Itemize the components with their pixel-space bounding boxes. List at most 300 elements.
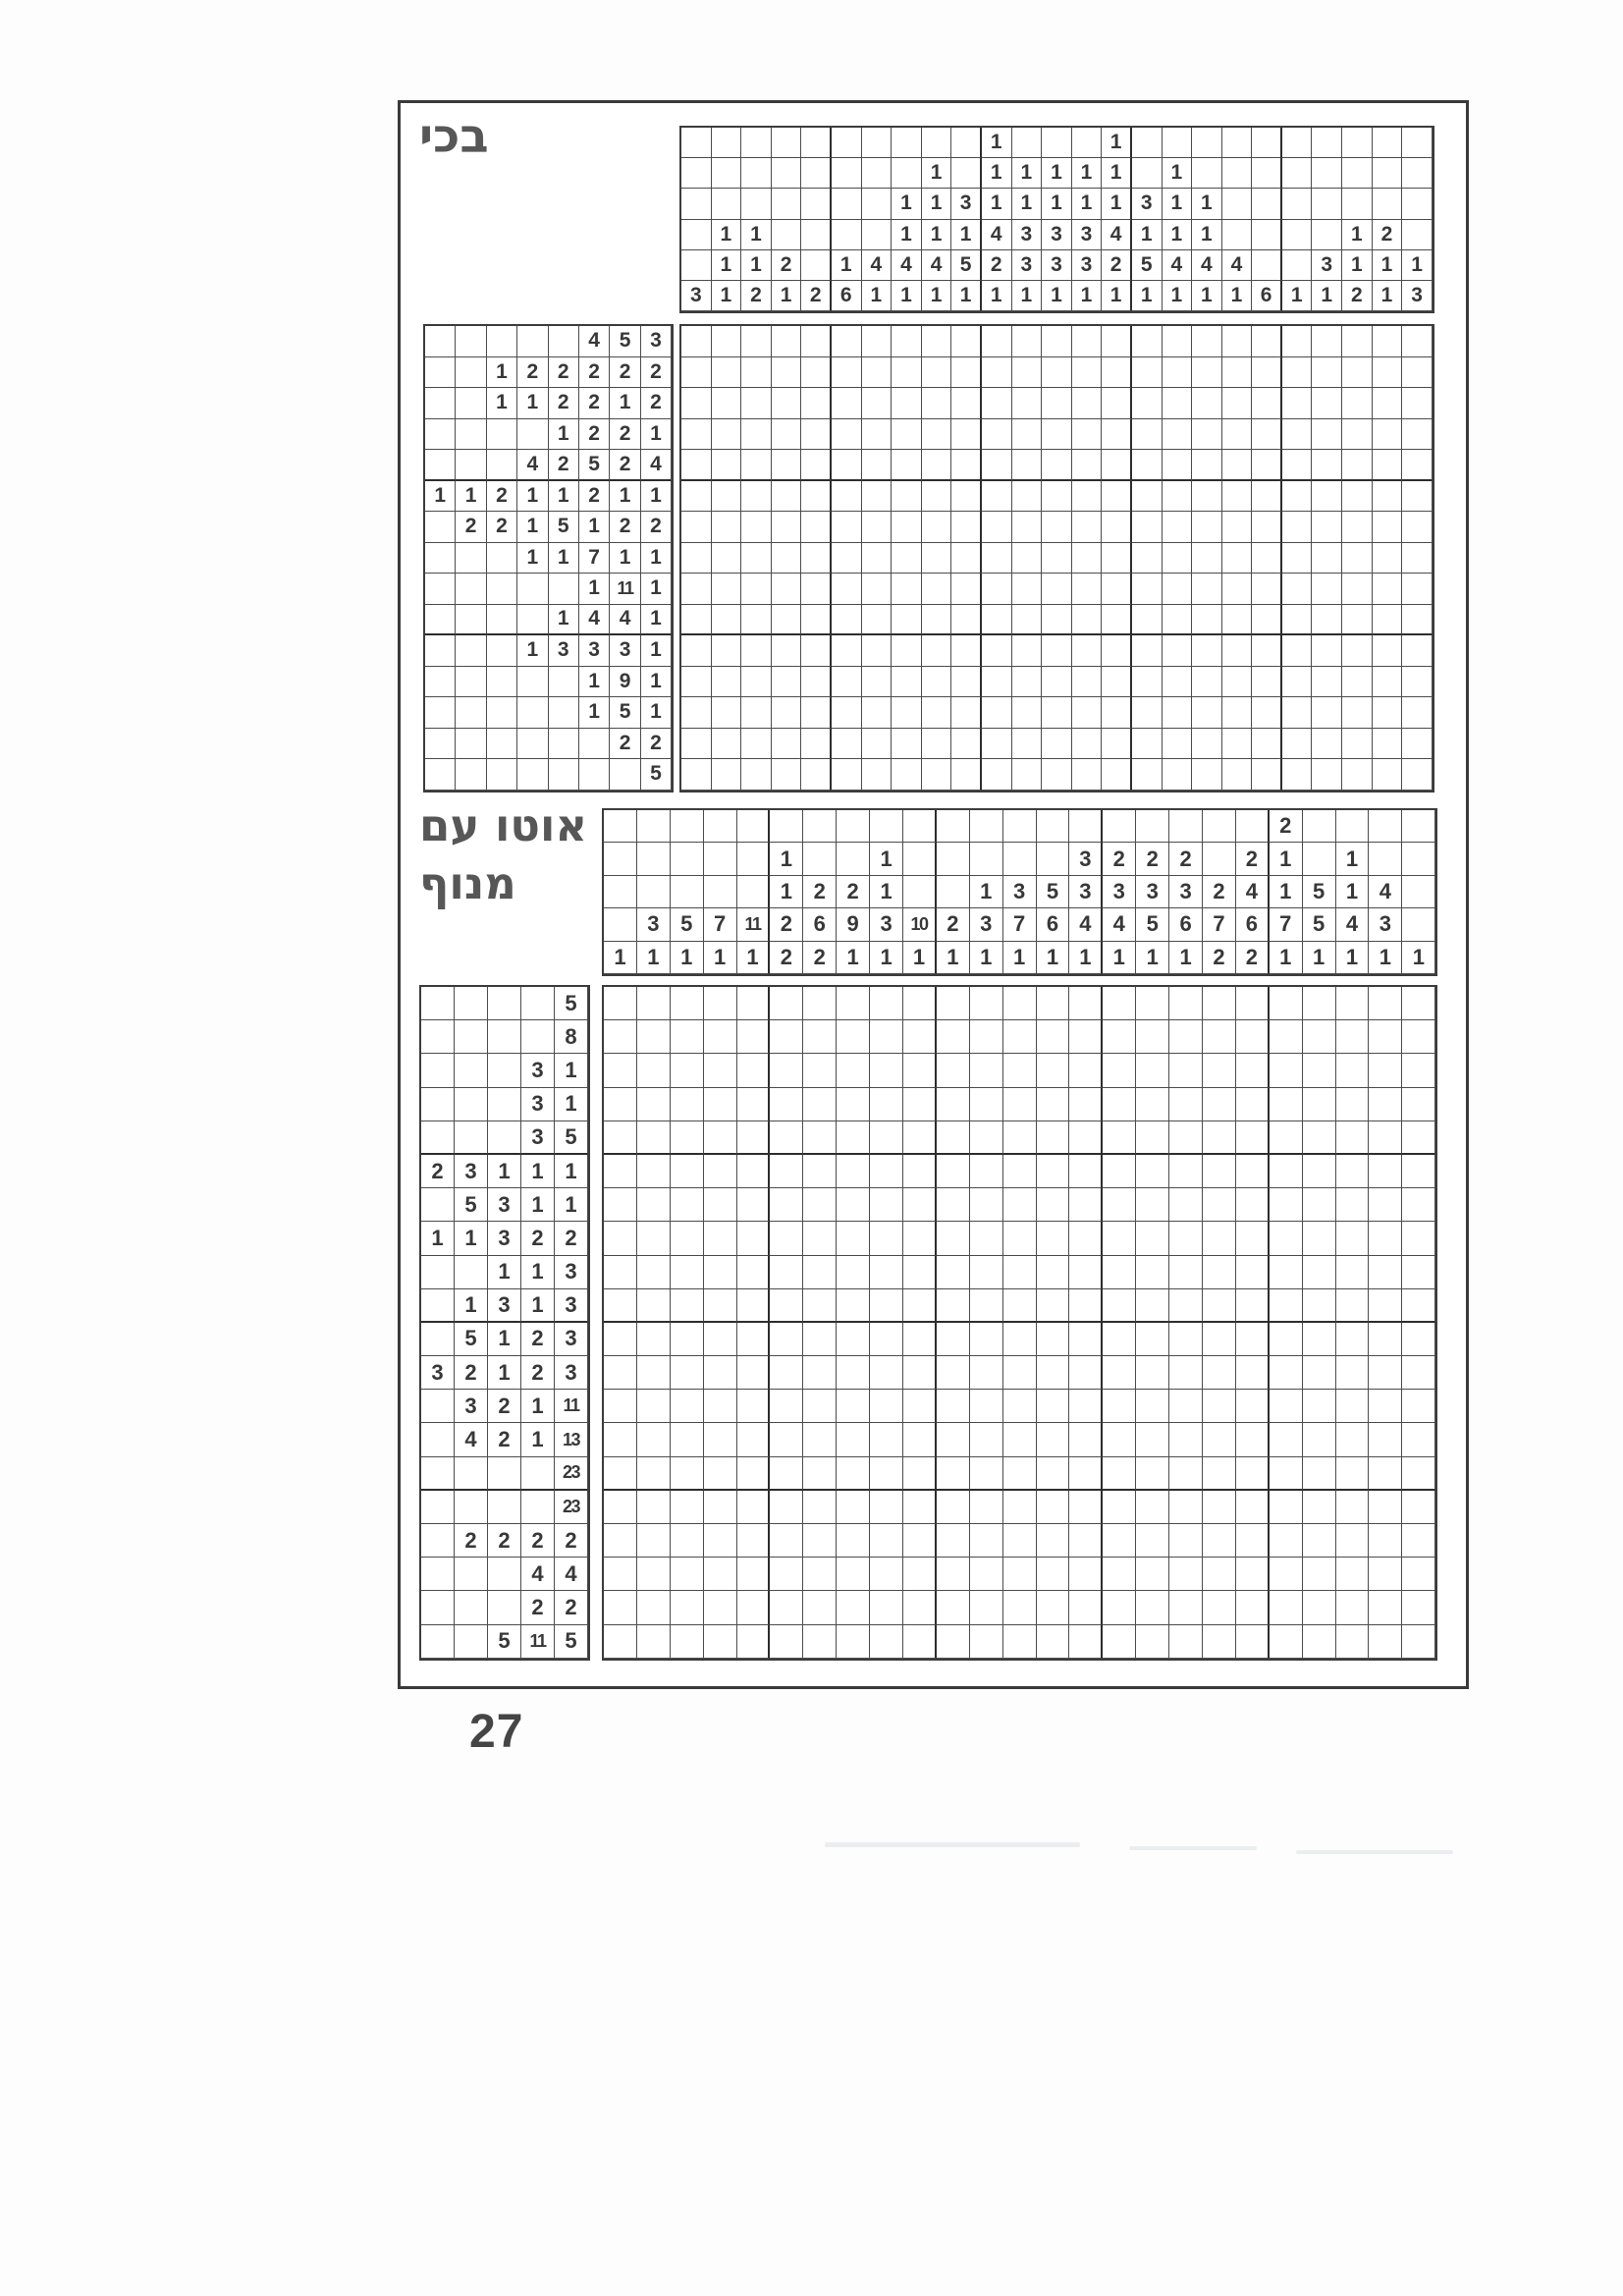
clue-cell [772, 220, 802, 250]
grid-cell [1373, 635, 1403, 667]
grid-cell [1012, 543, 1043, 574]
grid-cell [604, 1524, 637, 1558]
grid-cell [741, 450, 772, 481]
grid-cell [832, 357, 862, 389]
grid-cell [1103, 1121, 1136, 1155]
clue-cell [421, 1121, 455, 1155]
clue-cell: 3 [1402, 281, 1433, 311]
grid-cell [637, 1390, 671, 1423]
grid-cell [770, 1457, 803, 1491]
grid-cell [1252, 667, 1282, 698]
clue-cell [488, 1558, 521, 1591]
grid-cell [1102, 326, 1132, 357]
grid-cell [1003, 1524, 1037, 1558]
clue-cell [1203, 843, 1236, 875]
grid-cell [837, 1524, 870, 1558]
clue-cell: 1 [455, 1222, 488, 1255]
clue-cell [487, 326, 517, 357]
grid-cell [903, 1054, 937, 1087]
clue-cell [803, 810, 837, 843]
grid-cell [1042, 667, 1072, 698]
grid-cell [1373, 729, 1403, 760]
clue-cell [456, 667, 486, 698]
grid-cell [903, 1289, 937, 1323]
clue-cell [487, 543, 517, 574]
grid-cell [1072, 697, 1103, 729]
clue-cell: 3 [555, 1323, 588, 1356]
grid-cell [1373, 450, 1403, 481]
clue-cell: 1 [517, 543, 548, 574]
grid-cell [1303, 1020, 1336, 1054]
grid-cell [1236, 1356, 1270, 1390]
clue-cell: 5 [549, 512, 579, 543]
grid-cell [1270, 1188, 1303, 1222]
grid-cell [671, 1020, 704, 1054]
clue-cell: 5 [641, 759, 672, 791]
grid-cell [801, 481, 832, 513]
grid-cell [1402, 605, 1433, 636]
grid-cell [1042, 759, 1072, 791]
grid-cell [903, 987, 937, 1020]
clue-cell: 5 [579, 450, 610, 481]
grid-cell [737, 1256, 771, 1289]
clue-cell: 3 [488, 1289, 521, 1323]
grid-cell [832, 388, 862, 419]
grid-cell [604, 1323, 637, 1356]
clue-cell: 1 [704, 942, 737, 974]
grid-cell [712, 605, 742, 636]
grid-cell [801, 605, 832, 636]
grid-cell [903, 1188, 937, 1222]
grid-cell [922, 419, 952, 451]
grid-cell [1342, 419, 1373, 451]
grid-cell [1102, 388, 1132, 419]
grid-cell [681, 697, 712, 729]
grid-cell [671, 1323, 704, 1356]
grid-cell [1342, 543, 1373, 574]
grid-cell [1222, 729, 1253, 760]
grid-cell [1236, 1423, 1270, 1456]
clue-cell: 2 [488, 1390, 521, 1423]
grid-cell [770, 1356, 803, 1390]
grid-cell [1203, 1256, 1236, 1289]
grid-cell [1236, 1054, 1270, 1087]
grid-cell [1069, 1558, 1103, 1591]
grid-cell [1042, 697, 1072, 729]
clue-cell: 3 [521, 1054, 555, 1087]
grid-cell [604, 1020, 637, 1054]
clue-cell [517, 419, 548, 451]
clue-cell: 2 [1373, 220, 1403, 250]
grid-cell [1303, 1088, 1336, 1121]
clue-cell: 1 [517, 481, 548, 513]
grid-cell [712, 512, 742, 543]
clue-cell: 3 [970, 908, 1003, 941]
clue-cell [637, 876, 671, 908]
grid-cell [1282, 512, 1313, 543]
grid-cell [803, 1054, 837, 1087]
clue-cell: 1 [712, 220, 742, 250]
grid-cell [937, 1457, 970, 1491]
grid-cell [970, 1020, 1003, 1054]
grid-cell [1169, 1591, 1203, 1624]
clue-cell [832, 128, 862, 158]
grid-cell [604, 1054, 637, 1087]
grid-cell [1003, 1491, 1037, 1524]
clue-cell [455, 1256, 488, 1289]
grid-cell [870, 1591, 903, 1624]
grid-cell [1336, 1625, 1370, 1659]
clue-cell: 1 [770, 876, 803, 908]
grid-cell [862, 388, 893, 419]
clue-cell: 5 [610, 326, 640, 357]
grid-cell [951, 605, 982, 636]
grid-cell [1042, 574, 1072, 605]
clue-cell: 2 [521, 1356, 555, 1390]
grid-cell [1037, 1188, 1070, 1222]
grid-cell [970, 1457, 1003, 1491]
grid-cell [1282, 357, 1313, 389]
grid-cell [1369, 1558, 1402, 1591]
clue-cell: 3 [549, 635, 579, 667]
clue-cell: 1 [903, 942, 937, 974]
grid-cell [1312, 543, 1342, 574]
clue-cell: 1 [517, 635, 548, 667]
clue-cell [1369, 810, 1402, 843]
grid-cell [1402, 1390, 1435, 1423]
grid-cell [712, 481, 742, 513]
clue-cell: 3 [1312, 250, 1342, 281]
grid-cell [741, 729, 772, 760]
grid-cell [1312, 635, 1342, 667]
grid-cell [1282, 450, 1313, 481]
grid-cell [1069, 1121, 1103, 1155]
grid-cell [737, 1524, 771, 1558]
clue-cell: 1 [517, 512, 548, 543]
grid-cell [951, 481, 982, 513]
clue-cell [549, 667, 579, 698]
grid-cell [832, 759, 862, 791]
grid-cell [1072, 729, 1103, 760]
grid-cell [892, 357, 922, 389]
grid-cell [1402, 1188, 1435, 1222]
clue-cell [1336, 810, 1370, 843]
grid-cell [770, 1121, 803, 1155]
clue-cell [681, 128, 712, 158]
grid-cell [1136, 1155, 1169, 1188]
grid-cell [970, 1524, 1003, 1558]
grid-cell [832, 635, 862, 667]
grid-cell [1203, 1088, 1236, 1121]
clue-cell: 4 [1069, 908, 1103, 941]
clue-cell [937, 810, 970, 843]
grid-cell [1163, 512, 1193, 543]
grid-cell [1336, 1390, 1370, 1423]
grid-cell [1163, 388, 1193, 419]
clue-cell: 3 [555, 1356, 588, 1390]
grid-cell [671, 1054, 704, 1087]
grid-cell [1169, 1558, 1203, 1591]
grid-cell [937, 1054, 970, 1087]
grid-cell [1103, 1289, 1136, 1323]
clue-cell [1163, 128, 1193, 158]
clue-cell: 1 [549, 543, 579, 574]
grid-cell [970, 1423, 1003, 1456]
grid-cell [1203, 1222, 1236, 1255]
grid-cell [1203, 1457, 1236, 1491]
grid-cell [1103, 1457, 1136, 1491]
grid-cell [604, 1155, 637, 1188]
clue-cell: 4 [641, 450, 672, 481]
clue-cell: 3 [555, 1289, 588, 1323]
clue-cell: 1 [862, 281, 893, 311]
clue-cell: 1 [1072, 158, 1103, 189]
clue-cell: 1 [579, 667, 610, 698]
grid-cell [1192, 543, 1222, 574]
grid-cell [951, 512, 982, 543]
clue-cell [425, 759, 456, 791]
clue-cell: 5 [455, 1188, 488, 1222]
grid-cell [922, 326, 952, 357]
grid-cell [772, 357, 802, 389]
grid-cell [903, 1256, 937, 1289]
clue-cell: 1 [488, 1356, 521, 1390]
grid-cell [1303, 1524, 1336, 1558]
grid-cell [801, 326, 832, 357]
grid-cell [1132, 697, 1163, 729]
clue-cell: 9 [837, 908, 870, 941]
clue-cell [1402, 843, 1435, 875]
grid-cell [837, 1356, 870, 1390]
grid-cell [1169, 1323, 1203, 1356]
clue-cell: 2 [1169, 843, 1203, 875]
clue-cell: 6 [1037, 908, 1070, 941]
clue-cell [1252, 189, 1282, 219]
grid-cell [1270, 1222, 1303, 1255]
grid-cell [922, 512, 952, 543]
grid-cell [1342, 388, 1373, 419]
grid-cell [903, 1558, 937, 1591]
clue-cell: 1 [1102, 281, 1132, 311]
grid-cell [903, 1155, 937, 1188]
grid-cell [951, 635, 982, 667]
grid-cell [1163, 605, 1193, 636]
clue-cell: 3 [610, 635, 640, 667]
grid-cell [1303, 1558, 1336, 1591]
grid-cell [862, 729, 893, 760]
grid-cell [741, 667, 772, 698]
grid-cell [1103, 1054, 1136, 1087]
grid-cell [837, 1256, 870, 1289]
grid-cell [1373, 543, 1403, 574]
grid-cell [937, 1188, 970, 1222]
grid-cell [1342, 729, 1373, 760]
grid-cell [1132, 605, 1163, 636]
grid-cell [1402, 1491, 1435, 1524]
grid-cell [1236, 1020, 1270, 1054]
grid-cell [1069, 1423, 1103, 1456]
clue-cell [487, 574, 517, 605]
clue-cell [421, 1558, 455, 1591]
grid-cell [1270, 1020, 1303, 1054]
grid-cell [681, 388, 712, 419]
grid-cell [903, 1323, 937, 1356]
clue-cell [1132, 158, 1163, 189]
clue-cell [487, 729, 517, 760]
grid-cell [832, 667, 862, 698]
grid-cell [801, 697, 832, 729]
grid-cell [870, 1121, 903, 1155]
grid-cell [1373, 419, 1403, 451]
clue-cell: 5 [1132, 250, 1163, 281]
grid-cell [772, 450, 802, 481]
grid-cell [801, 574, 832, 605]
clue-cell: 2 [641, 512, 672, 543]
grid-cell [922, 357, 952, 389]
grid-cell [1373, 512, 1403, 543]
grid-cell [1282, 574, 1313, 605]
grid-cell [1203, 1524, 1236, 1558]
grid-cell [1003, 1390, 1037, 1423]
grid-cell [1169, 1155, 1203, 1188]
clue-cell: 1 [579, 574, 610, 605]
puzzle1-title-line: בכי [419, 109, 489, 164]
grid-cell [1163, 667, 1193, 698]
grid-cell [951, 697, 982, 729]
scan-artifact [1296, 1850, 1453, 1854]
grid-cell [1132, 667, 1163, 698]
clue-cell: 3 [1069, 876, 1103, 908]
grid-cell [970, 1256, 1003, 1289]
grid-cell [770, 1054, 803, 1087]
puzzle2-title-line: מנוף [419, 856, 516, 909]
grid-cell [1136, 987, 1169, 1020]
grid-cell [1037, 1524, 1070, 1558]
clue-cell [862, 220, 893, 250]
clue-cell [801, 128, 832, 158]
grid-cell [772, 697, 802, 729]
clue-cell [1312, 189, 1342, 219]
grid-cell [1369, 1289, 1402, 1323]
clue-cell [1303, 810, 1336, 843]
grid-cell [862, 759, 893, 791]
grid-cell [770, 1390, 803, 1423]
grid-cell [1303, 1457, 1336, 1491]
grid-cell [1203, 1491, 1236, 1524]
grid-cell [772, 729, 802, 760]
grid-cell [1012, 759, 1043, 791]
clue-cell: 3 [1132, 189, 1163, 219]
grid-cell [1373, 481, 1403, 513]
grid-cell [1012, 419, 1043, 451]
clue-cell: 4 [1236, 876, 1270, 908]
clue-cell: 1 [712, 250, 742, 281]
grid-cell [892, 605, 922, 636]
grid-cell [1282, 543, 1313, 574]
clue-cell: 1 [487, 357, 517, 389]
clue-cell [1282, 220, 1313, 250]
clue-cell [455, 987, 488, 1020]
grid-cell [870, 1289, 903, 1323]
grid-cell [604, 1457, 637, 1491]
grid-cell [1222, 512, 1253, 543]
grid-cell [870, 1491, 903, 1524]
grid-cell [1037, 1356, 1070, 1390]
grid-cell [1203, 1625, 1236, 1659]
grid-cell [1003, 1088, 1037, 1121]
grid-cell [1102, 419, 1132, 451]
clue-cell: 2 [579, 481, 610, 513]
grid-cell [982, 697, 1012, 729]
grid-cell [604, 1558, 637, 1591]
grid-cell [1132, 357, 1163, 389]
clue-cell: 1 [555, 1054, 588, 1087]
grid-cell [801, 450, 832, 481]
clue-cell [421, 1423, 455, 1456]
clue-cell [1192, 158, 1222, 189]
grid-cell [1369, 1054, 1402, 1087]
clue-cell: 3 [521, 1121, 555, 1155]
grid-cell [681, 729, 712, 760]
grid-cell [1192, 357, 1222, 389]
grid-cell [1136, 1121, 1169, 1155]
grid-cell [1192, 729, 1222, 760]
grid-cell [1312, 574, 1342, 605]
grid-cell [922, 635, 952, 667]
grid-cell [1402, 1625, 1435, 1659]
grid-cell [832, 697, 862, 729]
grid-cell [1373, 574, 1403, 605]
grid-cell [801, 635, 832, 667]
grid-cell [1103, 1256, 1136, 1289]
grid-cell [903, 1020, 937, 1054]
grid-cell [862, 419, 893, 451]
clue-cell: 2 [521, 1222, 555, 1255]
clue-cell [712, 158, 742, 189]
clue-cell [425, 574, 456, 605]
grid-cell [1373, 326, 1403, 357]
clue-cell [456, 697, 486, 729]
grid-cell [604, 1423, 637, 1456]
grid-cell [1069, 1155, 1103, 1188]
grid-cell [1236, 1491, 1270, 1524]
grid-cell [922, 697, 952, 729]
clue-cell: 4 [1369, 876, 1402, 908]
clue-cell: 1 [1132, 220, 1163, 250]
grid-cell [803, 1155, 837, 1188]
grid-cell [1102, 605, 1132, 636]
grid-cell [982, 357, 1012, 389]
grid-cell [772, 605, 802, 636]
grid-cell [903, 1121, 937, 1155]
grid-cell [637, 1524, 671, 1558]
grid-cell [1003, 1356, 1037, 1390]
grid-cell [1072, 759, 1103, 791]
grid-cell [681, 450, 712, 481]
grid-cell [803, 1356, 837, 1390]
puzzle2-main-grid [602, 985, 1437, 1661]
grid-cell [1303, 1289, 1336, 1323]
grid-cell [922, 450, 952, 481]
clue-cell [1003, 810, 1037, 843]
clue-cell [549, 697, 579, 729]
grid-cell [837, 1155, 870, 1188]
grid-cell [1103, 1524, 1136, 1558]
puzzle2-title-line: אוטו עם [419, 799, 588, 851]
grid-cell [903, 1491, 937, 1524]
grid-cell [1402, 543, 1433, 574]
grid-cell [1069, 1020, 1103, 1054]
